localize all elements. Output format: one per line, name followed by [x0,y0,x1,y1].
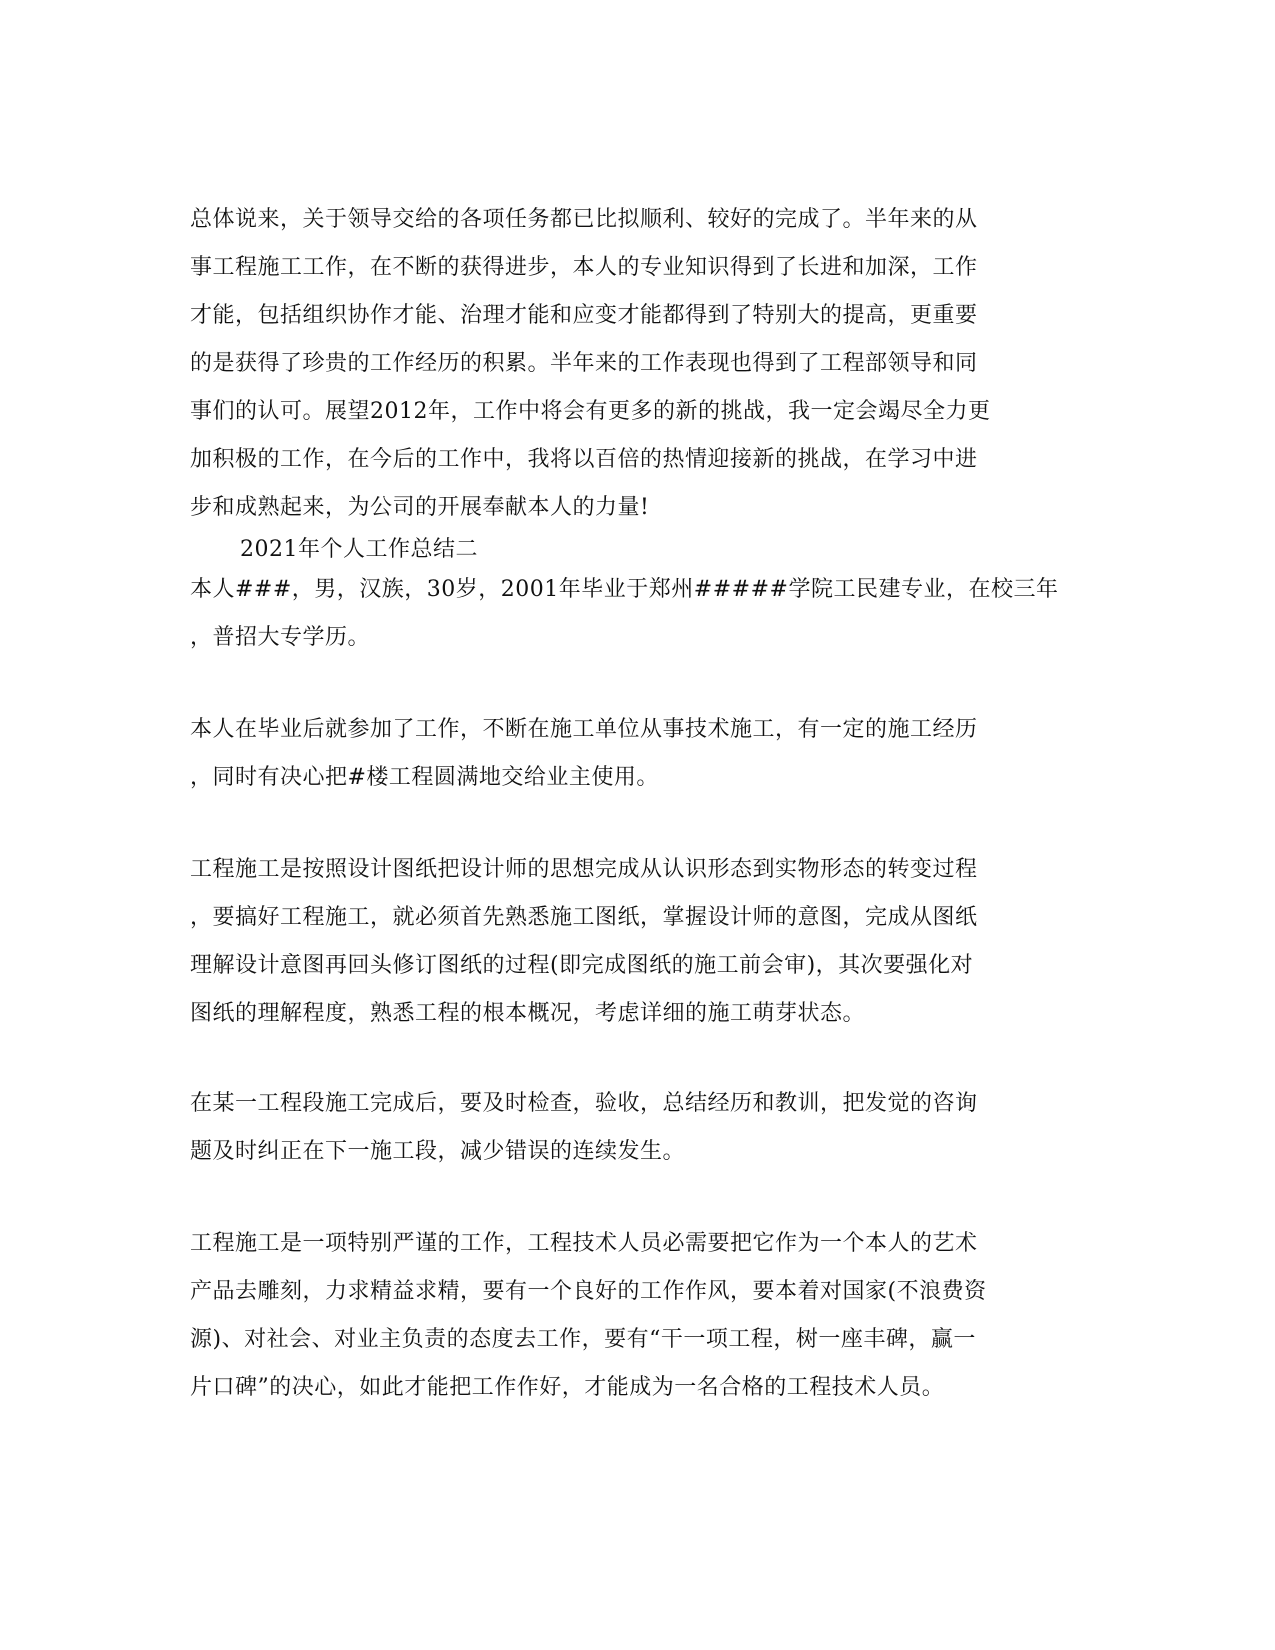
text-line: 总体说来，关于领导交给的各项任务都已比拟顺利、较好的完成了。半年来的从 [190,207,978,232]
text-line: 本人###，男，汉族，30岁，2001年毕业于郑州#####学院工民建专业，在校三年 [190,577,1059,602]
text-line: 产品去雕刻，力求精益求精，要有一个良好的工作作风，要本着对国家(不浪费资 [190,1279,987,1304]
text-line: 图纸的理解程度，熟悉工程的根本概况，考虑详细的施工萌芽状态。 [190,1001,866,1026]
text-line: ，要搞好工程施工，就必须首先熟悉施工图纸，掌握设计师的意图，完成从图纸 [190,905,978,930]
text-line: 工程施工是按照设计图纸把设计师的思想完成从认识形态到实物形态的转变过程 [190,857,978,882]
text-line: ，普招大专学历。 [190,625,371,650]
paragraph-2 [190,566,1090,662]
text-line: 理解设计意图再回头修订图纸的过程(即完成图纸的施工前会审)，其次要强化对 [190,953,974,978]
paragraph-3 [190,706,1090,802]
paragraph-1 [190,196,1090,532]
text-line: 题及时纠正在下一施工段，减少错误的连续发生。 [190,1139,686,1164]
section-heading: 2021年个人工作总结二 [240,537,478,562]
text-line: 才能，包括组织协作才能、治理才能和应变才能都得到了特别大的提高，更重要 [190,303,978,328]
text-line: 的是获得了珍贵的工作经历的积累。半年来的工作表现也得到了工程部领导和同 [190,351,978,376]
text-line: 本人在毕业后就参加了工作，不断在施工单位从事技术施工，有一定的施工经历 [190,717,978,742]
paragraph-5 [190,1080,1090,1176]
text-line: 事工程施工工作，在不断的获得进步，本人的专业知识得到了长进和加深，工作 [190,255,978,280]
text-line: ，同时有决心把#楼工程圆满地交给业主使用。 [190,765,659,790]
text-line: 工程施工是一项特别严谨的工作，工程技术人员必需要把它作为一个本人的艺术 [190,1231,978,1256]
text-line: 加积极的工作，在今后的工作中，我将以百倍的热情迎接新的挑战，在学习中进 [190,447,978,472]
text-line: 步和成熟起来，为公司的开展奉献本人的力量! [190,495,650,520]
text-line: 事们的认可。展望2012年，工作中将会有更多的新的挑战，我一定会竭尽全力更 [190,399,991,424]
text-line: 源)、对社会、对业主负责的态度去工作，要有“干一项工程，树一座丰碑，赢一 [190,1327,976,1352]
paragraph-6 [190,1220,1090,1412]
paragraph-4 [190,846,1090,1038]
text-line: 片口碑”的决心，如此才能把工作作好，才能成为一名合格的工程技术人员。 [190,1375,945,1400]
text-line: 在某一工程段施工完成后，要及时检查，验收，总结经历和教训，把发觉的咨询 [190,1091,978,1116]
